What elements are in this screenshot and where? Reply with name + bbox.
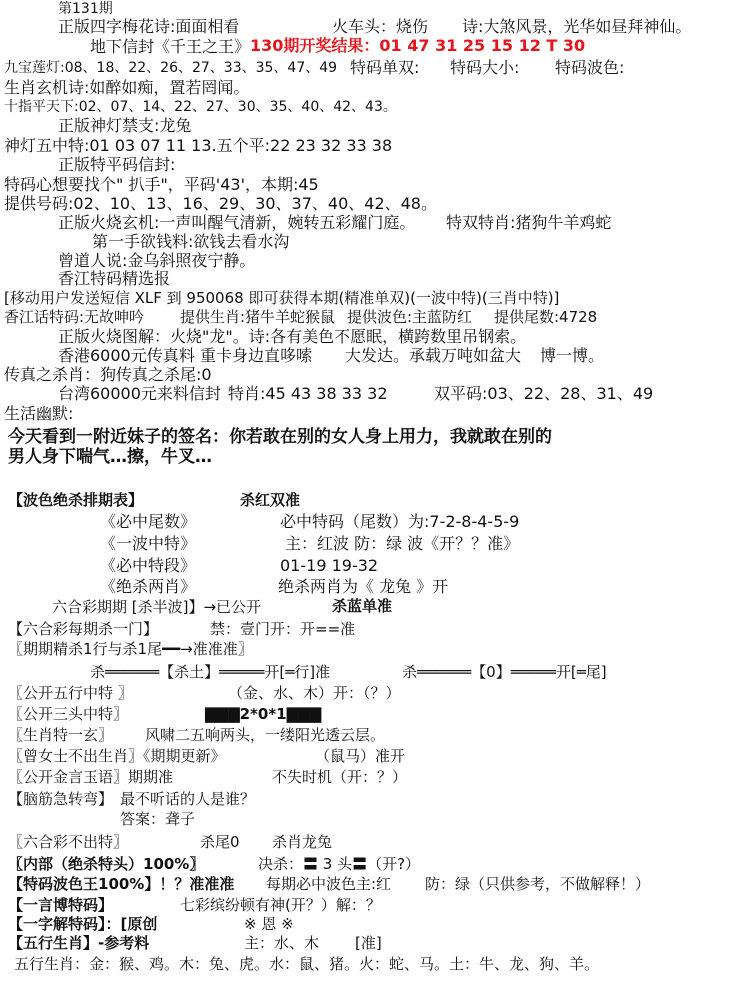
fax-kill: 传真之杀肖：狗传真之杀尾:0 — [4, 365, 212, 384]
issue-number: 第131期 — [58, 1, 113, 17]
kill-blue-single: 杀蓝单准 — [332, 597, 393, 615]
wave-king-label: 【特码波色王100%】！？准准准 — [8, 875, 235, 893]
taiwan-special: 特肖:45 43 38 33 32 — [228, 384, 388, 403]
sms-promo: [移动用户发送短信 XLF 到 950068 即可获得本期(精准单双)(一波中特)(三肖中特)] — [4, 289, 560, 307]
one-char-value: ※ 恩 ※ — [244, 915, 294, 933]
taiwan-double: 双平码:03、22、28、31、49 — [434, 384, 654, 403]
kill-zodiac-dragon-rabbit: 杀肖龙兔 — [272, 833, 333, 851]
two-zodiac-value: 绝杀两肖为《 龙兔 》开 — [278, 577, 449, 596]
draw-result: 130期开奖结果：01 47 31 25 15 12 T 30 — [250, 36, 586, 55]
fire-mystery: 正版火烧玄机:一声叫醒气清新，婉转五彩耀门庭。 — [58, 213, 416, 232]
five-element-accurate: [准] — [355, 934, 382, 952]
five-element-main: 主：水、木 — [244, 934, 320, 952]
flat-code-envelope: 正版特平码信封: — [58, 155, 176, 174]
wave-color-label: 特码波色: — [555, 58, 625, 77]
hk-fax-line3: 博一博。 — [540, 346, 605, 365]
taiwan-envelope: 台湾60000元来料信封 — [58, 384, 221, 403]
zodiac-mystery-poem: 生肖玄机诗:如醉如痴，置若罔闻。 — [4, 78, 250, 97]
joke-line-1: 今天看到一附近妹子的签名：你若敢在别的女人身上用力，我就敢在别的 — [8, 427, 552, 447]
hk-fax-label: 香港6000元传真料 — [58, 346, 195, 365]
tail-label: 《必中尾数》 — [100, 512, 197, 531]
provided-numbers: 提供号码:02、10、13、16、29、30、37、40、42、48。 — [4, 194, 437, 213]
five-element-zodiac-label: 【五行生肖】-参考料 — [8, 934, 150, 952]
one-word-label: 【一言博特码】 — [8, 896, 114, 914]
double-zodiac: 特双特肖:猪狗牛羊鸡蛇 — [446, 213, 612, 232]
kill-element-row: 杀══════【杀土】═════开[═行]准 — [90, 663, 331, 681]
one-char-label: 【一字解特码】：[原创 — [8, 915, 158, 933]
brain-teaser-label: 【脑筋急转弯】 — [8, 790, 114, 808]
wave-king-main: 每期必中波色主:红 — [266, 875, 392, 893]
ten-fingers-numbers: 十指平天下:02、07、14、22、27、30、35、40、42、43。 — [4, 99, 397, 115]
tail-value: 必中特码（尾数）为:7-2-8-4-5-9 — [280, 512, 520, 531]
wave-value: 主：红波 防：绿 波《开？？准》 — [285, 534, 520, 553]
half-wave-kill: 六合彩期期 [杀半波]】→已公开 — [52, 598, 262, 616]
kill-one-gate-label: 【六合彩每期杀一门】 — [8, 620, 159, 638]
zodiac-mystery-label: 〖生肖特一玄〗 — [8, 726, 114, 744]
xiangjiang-report: 香江特码精选报 — [58, 269, 171, 288]
internal-kill-value: 决杀：〓 3 头〓（开?） — [258, 855, 421, 873]
hk-fax-line: 重卡身边直哆嗦 — [200, 346, 313, 365]
wave-king-backup: 防：绿（只供参考，不做解释！） — [425, 875, 651, 893]
segment-label: 《必中特段》 — [100, 556, 197, 575]
underground-envelope: 地下信封《千王之王》 — [90, 37, 251, 56]
golden-words-label: 〖公开金言玉语〗期期准 — [8, 768, 174, 786]
plum-poem: 正版四字梅花诗:面面相看 — [58, 17, 240, 36]
madam-zeng-label: 〖曾女士不出生肖〗《期期更新》 — [8, 747, 226, 765]
kill-red-double: 杀红双准 — [240, 491, 301, 509]
kill-tail-row: 杀══════【0】═════开[═尾] — [402, 663, 607, 681]
madam-zeng-value: （鼠马）准开 — [315, 747, 406, 765]
poem-line: 诗:大煞风景，光华如昼拜神仙。 — [462, 17, 692, 36]
five-element-zodiac-list: 五行生肖：金：猴、鸡。木：兔、虎。水：鼠、猪。火：蛇、马。土：牛、龙、狗、羊。 — [14, 955, 600, 973]
provided-color: 提供波色:主蓝防红 — [347, 308, 473, 326]
three-head-label: 〖公开三头中特〗 — [8, 705, 129, 723]
segment-value: 01-19 19-32 — [280, 556, 379, 575]
five-element-value: （金、水、木）开：（？） — [228, 684, 401, 702]
lamp-five-numbers: 神灯五中特:01 03 07 11 13.五个平:22 23 32 33 38 — [4, 136, 393, 155]
lamp-forbidden: 正版神灯禁支:龙兔 — [58, 116, 192, 135]
internal-kill-label: 〖内部（绝杀特头）100%〗 — [8, 855, 205, 873]
kill-tail-zero: 杀尾0 — [200, 833, 240, 851]
train-head: 火车头：烧伤 — [332, 17, 429, 36]
first-hand-tip: 第一手欲钱料:欲钱去看水沟 — [92, 232, 290, 251]
odd-even-label: 特码单双: — [350, 58, 420, 77]
kill-one-gate-value: 禁：壹门开：开==准 — [210, 620, 356, 638]
two-zodiac-label: 《绝杀两肖》 — [100, 577, 197, 596]
fire-diagram: 正版火烧图解：火烧"龙"。诗:各有美色不愿眠，横跨数里吊钢索。 — [58, 327, 527, 346]
provided-tail: 提供尾数:4728 — [494, 308, 598, 326]
lotus-lamp-numbers: 九宝莲灯:08、18、22、26、27、33、35、47、49 — [4, 60, 338, 76]
golden-words-value: 不失时机（开：？） — [272, 768, 408, 786]
code-riddle: 特码心想要找个" 扒手"，平码'43'，本期:45 — [4, 175, 319, 194]
element-tail-title: 〖期期精杀1行与杀1尾━━→准准准〗 — [8, 640, 253, 658]
color-kill-table-title: 【波色绝杀排期表】 — [8, 491, 144, 509]
xiangjiang-riddle: 香江话特码:无故呻吟 — [4, 308, 145, 326]
one-word-value: 七彩缤纷顿有神(开？）解：？ — [180, 896, 381, 914]
brain-teaser-question: 最不听话的人是谁？ — [120, 790, 256, 808]
no-special-label: 〖六合彩不出特〗 — [8, 833, 129, 851]
provided-zodiac: 提供生肖:猪牛羊蛇猴鼠 — [180, 308, 336, 326]
life-humor-label: 生活幽默: — [4, 404, 74, 423]
wave-label: 《一波中特》 — [100, 534, 197, 553]
taoist-saying: 曾道人说:金乌斜照夜宁静。 — [58, 251, 256, 270]
three-head-value: ▇▇▇2*0*1▇▇▇ — [205, 705, 322, 723]
brain-teaser-answer: 答案：聋子 — [120, 810, 196, 828]
joke-line-2: 男人身下喘气…擦，牛叉… — [8, 447, 212, 467]
five-element-label: 〖公开五行中特 〗 — [8, 684, 133, 702]
zodiac-mystery-value: 风啸二五响两头，一缕阳光透云层。 — [145, 726, 386, 744]
big-small-label: 特码大小: — [450, 58, 520, 77]
hk-fax-line2: 大发达。承载万吨如盆大 — [345, 346, 522, 365]
